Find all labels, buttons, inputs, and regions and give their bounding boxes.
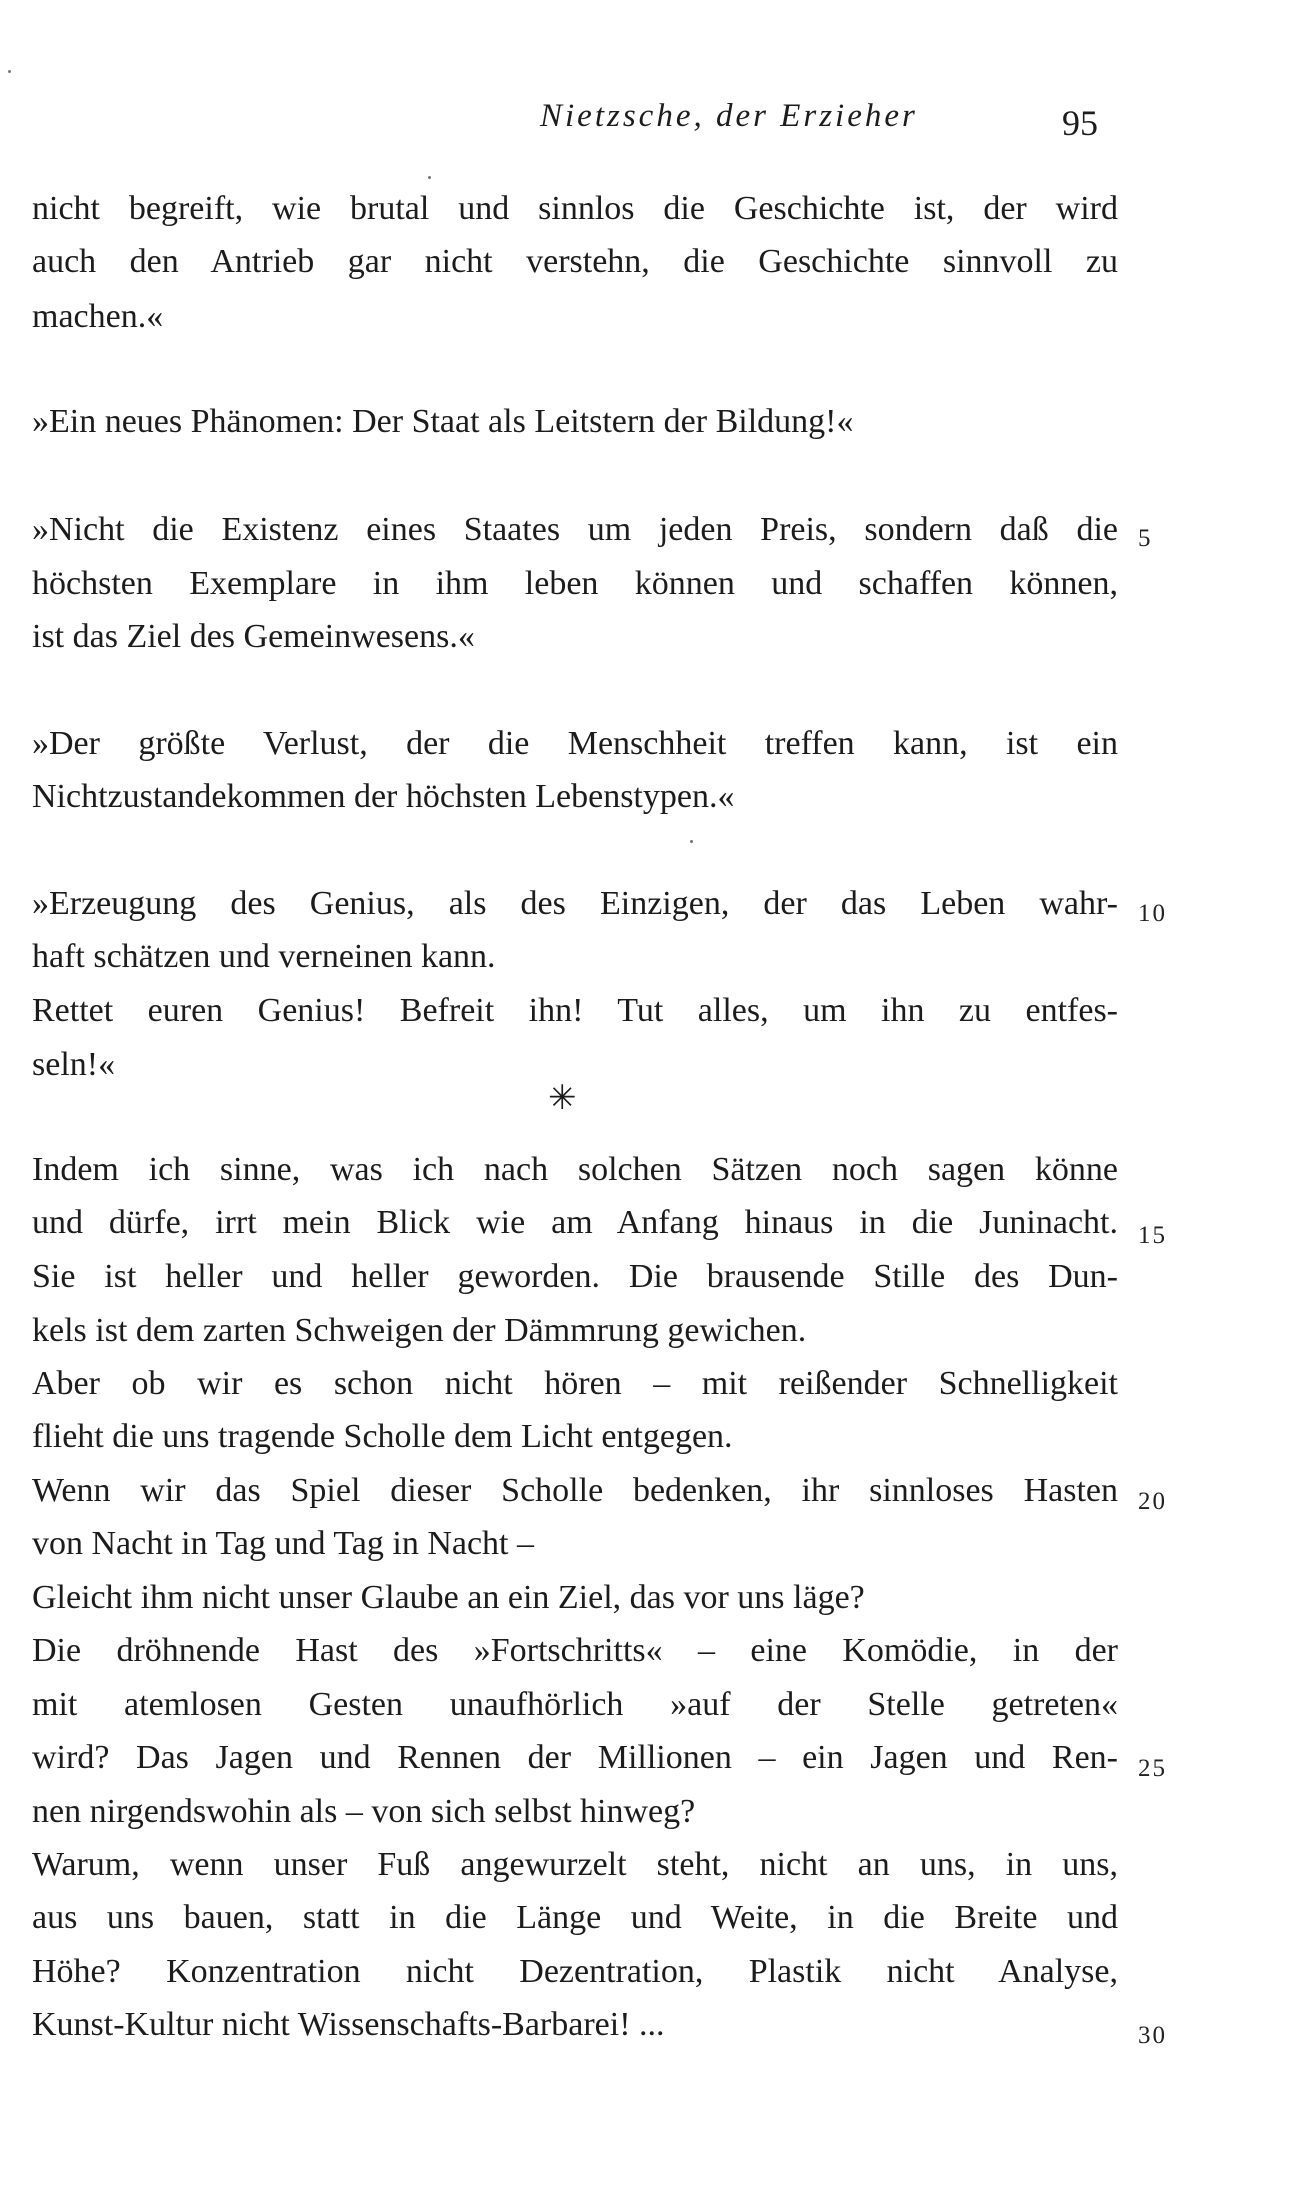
line-number: 20 <box>1138 1488 1167 1515</box>
text-line: nicht begreift, wie brutal und sinnlos die Geschichte ist, der wird <box>32 190 1118 227</box>
line-number: 25 <box>1138 1755 1167 1782</box>
text-line: seln!« <box>32 1046 116 1083</box>
scan-speck <box>428 176 431 179</box>
text-line: von Nacht in Tag und Tag in Nacht – <box>32 1525 534 1562</box>
text-line: mit atemlosen Gesten unaufhörlich »auf der Stelle getreten« <box>32 1686 1118 1723</box>
text-line: Warum, wenn unser Fuß angewurzelt steht, nicht an uns, in uns, <box>32 1846 1118 1883</box>
text-line: ist das Ziel des Gemeinwesens.« <box>32 618 475 655</box>
line-number: 15 <box>1138 1222 1167 1249</box>
text-line: Die dröhnende Hast des »Fortschritts« – eine Komödie, in der <box>32 1632 1118 1669</box>
text-line: machen.« <box>32 298 164 335</box>
text-line: »Nicht die Existenz eines Staates um jeden Preis, sondern daß die <box>32 511 1118 548</box>
text-line: Wenn wir das Spiel dieser Scholle bedenken, ihr sinnloses Hasten <box>32 1472 1118 1509</box>
text-line: haft schätzen und verneinen kann. <box>32 938 496 975</box>
text-line: Sie ist heller und heller geworden. Die brausende Stille des Dun- <box>32 1258 1118 1295</box>
text-line: nen nirgendswohin als – von sich selbst hinweg? <box>32 1793 696 1830</box>
line-number: 10 <box>1138 900 1167 927</box>
line-number: 30 <box>1138 2022 1167 2049</box>
text-line: Aber ob wir es schon nicht hören – mit reißender Schnelligkeit <box>32 1365 1118 1402</box>
text-line: flieht die uns tragende Scholle dem Licht entgegen. <box>32 1418 733 1455</box>
scan-speck <box>8 70 11 73</box>
text-line: wird? Das Jagen und Rennen der Millionen – ein Jagen und Ren- <box>32 1739 1118 1776</box>
text-line: kels ist dem zarten Schweigen der Dämmrung gewichen. <box>32 1312 807 1349</box>
text-line: höchsten Exemplare in ihm leben können und schaffen können, <box>32 565 1118 602</box>
section-divider-asterisk: ✳ <box>548 1080 577 1117</box>
text-line: »Erzeugung des Genius, als des Einzigen, der das Leben wahr- <box>32 885 1118 922</box>
text-line: Höhe? Konzentration nicht Dezentration, Plastik nicht Analyse, <box>32 1953 1118 1990</box>
text-line: Kunst-Kultur nicht Wissenschafts-Barbarei! ... <box>32 2006 665 2043</box>
text-line: Gleicht ihm nicht unser Glaube an ein Ziel, das vor uns läge? <box>32 1579 865 1616</box>
line-number: 5 <box>1138 525 1153 552</box>
text-line: »Ein neues Phänomen: Der Staat als Leitstern der Bildung!« <box>32 403 854 440</box>
text-line: Indem ich sinne, was ich nach solchen Sätzen noch sagen könne <box>32 1151 1118 1188</box>
text-line: und dürfe, irrt mein Blick wie am Anfang hinaus in die Juninacht. <box>32 1204 1118 1241</box>
text-line: Nichtzustandekommen der höchsten Lebenstypen.« <box>32 778 735 815</box>
text-line: Rettet euren Genius! Befreit ihn! Tut alles, um ihn zu entfes- <box>32 992 1118 1029</box>
running-title: Nietzsche, der Erzieher <box>540 98 918 134</box>
scan-speck <box>690 840 693 843</box>
text-line: aus uns bauen, statt in die Länge und Weite, in die Breite und <box>32 1899 1118 1936</box>
text-line: »Der größte Verlust, der die Menschheit treffen kann, ist ein <box>32 725 1118 762</box>
page-number: 95 <box>1062 103 1098 143</box>
text-line: auch den Antrieb gar nicht verstehn, die Geschichte sinnvoll zu <box>32 243 1118 280</box>
